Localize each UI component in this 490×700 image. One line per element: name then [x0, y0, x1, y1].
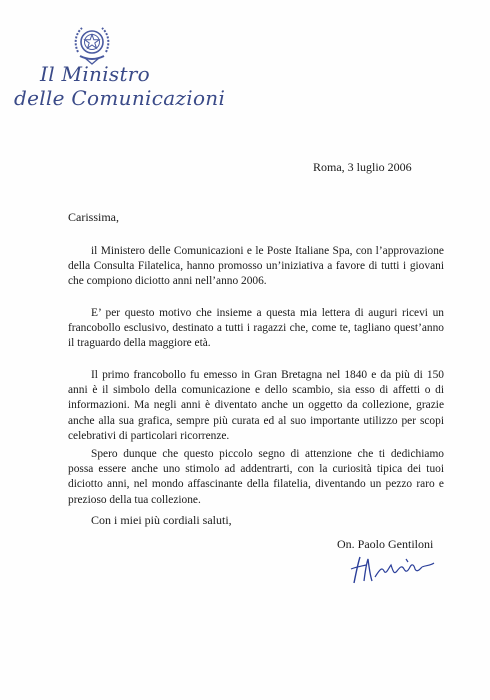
paragraph-2: E’ per questo motivo che insieme a questa mia lettera di auguri ricevi un francobollo esclusivo, destinato a tutti i ragazzi che, come te, tagliano quest’anno il traguardo della maggiore età.: [68, 307, 444, 350]
salutation: Carissima,: [68, 210, 119, 224]
letterhead-subtitle: delle Comunicazioni: [14, 86, 226, 110]
paragraph-1: il Ministero delle Comunicazioni e le Poste Italiane Spa, con l’approvazione della Consulta Filatelica, hanno promosso un’iniziativa a favore di tutti i giovani che compiono diciotto anni nell’anno 2006.: [68, 245, 444, 288]
letter-date: Roma, 3 luglio 2006: [313, 160, 412, 174]
letterhead: [14, 62, 254, 110]
italian-republic-emblem-icon: [72, 22, 112, 66]
paragraph-3: Il primo francobollo fu emesso in Gran Bretagna nel 1840 e da più di 150 anni è il simbolo della comunicazione e dello scambio, sia esso di affetti o di informazioni. Ma negli anni è diventato anche un oggetto da collezione, grazie anche alla sua grafica, sempre più curata ed al suo importante utilizzo per scopi celebrativi di particolari ricorrenze.: [68, 369, 444, 442]
paragraph-4: Spero dunque che questo piccolo segno di attenzione che ti dedichiamo possa essere anche uno stimolo ad addentrarti, con la curiosità tipica dei tuoi diciotto anni, nel mondo affascinante della filatelia, diventando un pezzo raro e prezioso della tua collezione.: [68, 448, 444, 506]
signer-name: On. Paolo Gentiloni: [337, 537, 434, 551]
handwritten-signature-icon: [348, 553, 444, 587]
letterhead-title: Il Ministro: [40, 62, 151, 86]
closing: Con i miei più cordiali saluti,: [91, 513, 232, 527]
